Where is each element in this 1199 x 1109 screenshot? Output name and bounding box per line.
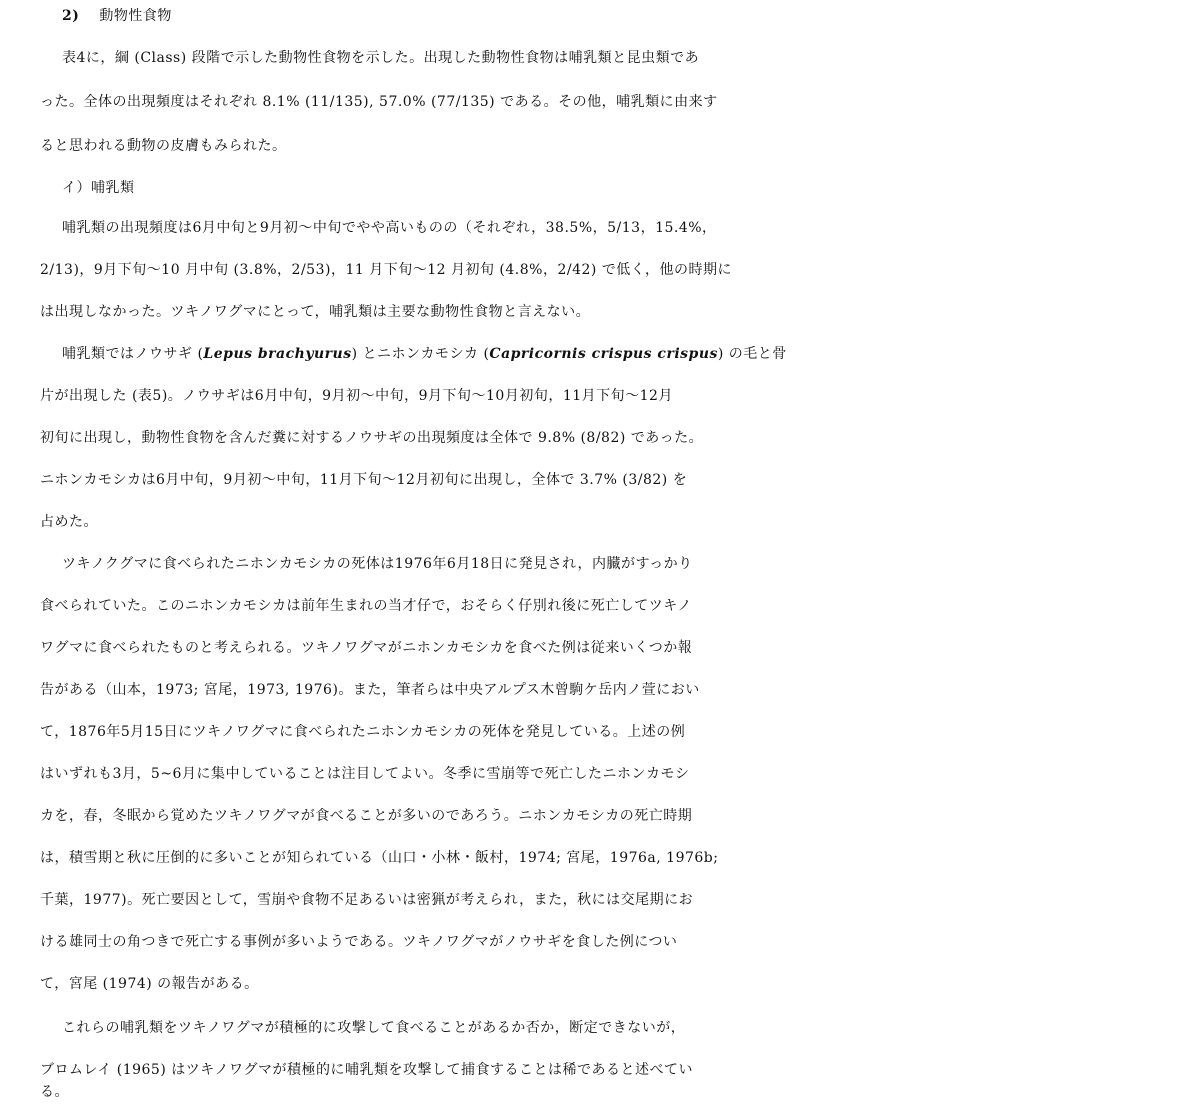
para3-line-7: カを，春，冬眠から覚めたツキノワグマが食べることが多いのであろう。ニホンカモシカの死亡時期 xyxy=(40,808,693,824)
intro-line-1: 表4に，綱 (Class) 段階で示した動物性食物を示した。出現した動物性食物は哺乳類と昆虫類であ xyxy=(62,50,700,66)
para3-line-9: 千葉，1977)。死亡要因として，雪崩や食物不足あるいは密猟が考えられ，また，秋には交尾期にお xyxy=(40,892,694,908)
para3-line-1: ツキノクグマに食べられたニホンカモシカの死体は1976年6月18日に発見され，内臓がすっかり xyxy=(62,556,693,572)
para3-line-3: ワグマに食べられたものと考えられる。ツキノワグマがニホンカモシカを食べた例は従来いくつか報 xyxy=(40,640,693,656)
section-title: 動物性食物 xyxy=(99,8,172,24)
para1-line-2: 2/13)，9月下旬～10 月中旬 (3.8%，2/53)，11 月下旬～12 月初旬 (4.8%，2/42) で低く，他の時期に xyxy=(40,262,733,278)
para3-line-8: は，積雪期と秋に圧倒的に多いことが知られている（山口・小林・飯村，1974; 宮尾，1976a, 1976b; xyxy=(40,850,719,866)
intro-line-2: った。全体の出現頻度はそれぞれ 8.1% (11/135), 57.0% (77/135) である。その他，哺乳類に由来す xyxy=(40,94,718,110)
section-number: 2) xyxy=(62,8,80,24)
para3-line-4: 告がある（山本，1973; 宮尾，1973, 1976)。また，筆者らは中央アルプス木曾駒ケ岳内ノ萱におい xyxy=(40,682,700,698)
para1-line-3: は出現しなかった。ツキノワグマにとって，哺乳類は主要な動物性食物と言えない。 xyxy=(40,304,591,320)
subsection-heading: イ）哺乳類 xyxy=(62,180,135,196)
para2-line-2: 片が出現した (表5)。ノウサギは6月中旬，9月初～中旬，9月下旬～10月初旬，11月下旬～12月 xyxy=(40,388,673,404)
para2-text-b: ) とニホンカモシカ ( xyxy=(351,346,490,362)
para2-line-3: 初旬に出現し，動物性食物を含んだ糞に対するノウサギの出現頻度は全体で 9.8% (8/82) であった。 xyxy=(40,430,704,446)
para2-text-a: 哺乳類ではノウサギ ( xyxy=(62,346,204,362)
para3-line-11: て，宮尾 (1974) の報告がある。 xyxy=(40,976,259,992)
para3-line-2: 食べられていた。このニホンカモシカは前年生まれの当才仔で，おそらく仔別れ後に死亡してツキノ xyxy=(40,598,692,614)
para2-line-1 xyxy=(62,338,1191,370)
para4-line-2: ブロムレイ (1965) はツキノワグマが積極的に哺乳類を攻撃して捕食することは稀であると述べてい xyxy=(40,1062,693,1078)
para4-line-3: る。 xyxy=(40,1084,69,1100)
para3-line-10: ける雄同士の角つきで死亡する事例が多いようである。ツキノワグマがノウサギを食した例につい xyxy=(40,934,678,950)
para2-line-4: ニホンカモシカは6月中旬，9月初～中旬，11月下旬～12月初旬に出現し，全体で 3.7% (3/82) を xyxy=(40,472,688,488)
species-name-capricornis: Capricornis crispus crispus xyxy=(489,346,718,362)
intro-line-3: ると思われる動物の皮膚もみられた。 xyxy=(40,138,287,154)
para2-line-5: 占めた。 xyxy=(40,514,98,530)
species-name-lepus: Lepus brachyurus xyxy=(203,346,352,362)
section-heading xyxy=(62,0,1191,32)
para4-line-1: これらの哺乳類をツキノワグマが積極的に攻撃して食べることがあるか否か，断定できないが， xyxy=(62,1020,686,1036)
para1-line-1: 哺乳類の出現頻度は6月中旬と9月初～中旬でやや高いものの（それぞれ，38.5%，5/13，15.4%， xyxy=(62,220,717,236)
para3-line-5: て，1876年5月15日にツキノワグマに食べられたニホンカモシカの死体を発見している。上述の例 xyxy=(40,724,686,740)
para3-line-6: はいずれも3月，5~6月に集中していることは注目してよい。冬季に雪崩等で死亡したニホンカモシ xyxy=(40,766,690,782)
para2-text-c: ) の毛と骨 xyxy=(717,346,787,362)
